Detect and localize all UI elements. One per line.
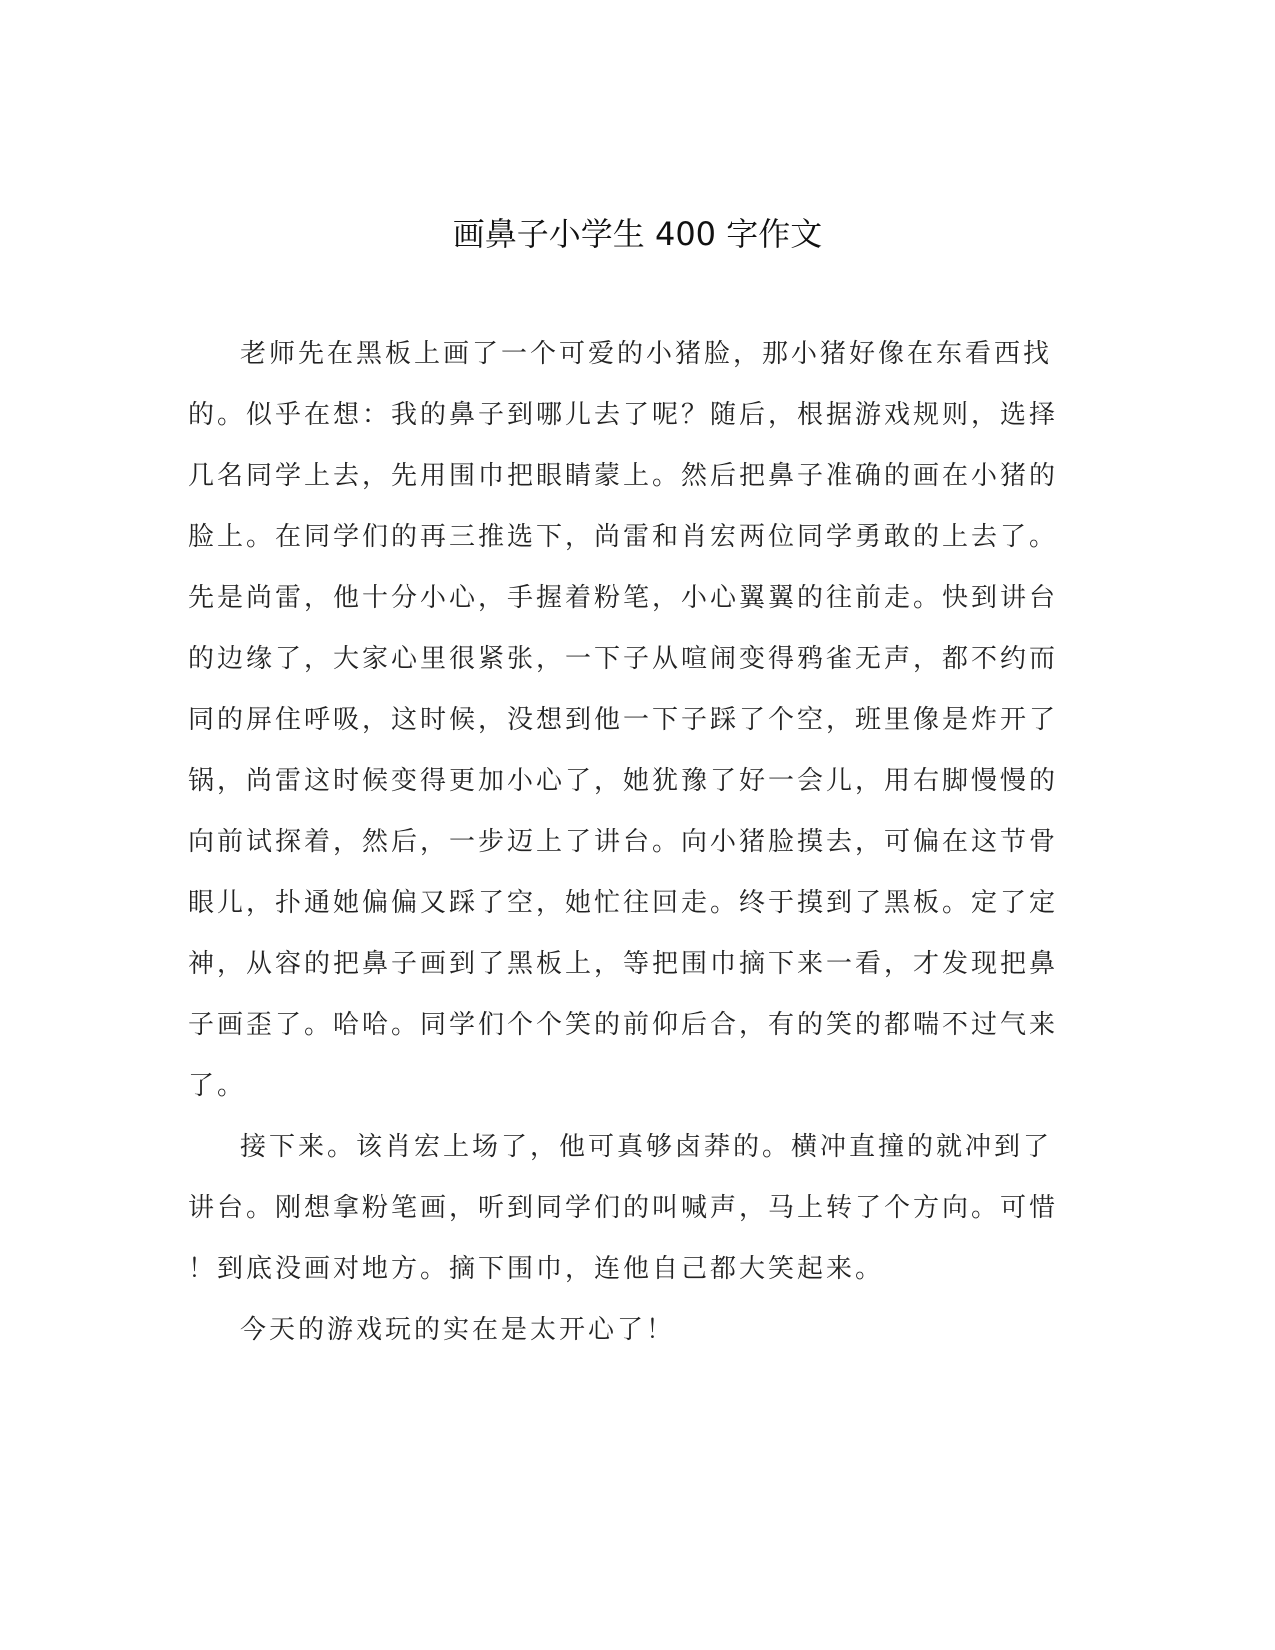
text-line: 同的屏住呼吸，这时候，没想到他一下子踩了个空，班里像是炸开了: [188, 705, 1059, 735]
text-line: 子画歪了。哈哈。同学们个个笑的前仰后合，有的笑的都喘不过气来: [188, 1010, 1059, 1040]
text-line: 了。: [188, 1071, 247, 1101]
text-line: 神，从容的把鼻子画到了黑板上，等把围巾摘下来一看，才发现把鼻: [188, 949, 1059, 979]
text-line: 今天的游戏玩的实在是太开心了！: [240, 1315, 676, 1345]
document-title: 画鼻子小学生 400 字作文: [452, 215, 823, 253]
paragraph-3: [188, 1300, 1088, 1361]
document-body: [188, 324, 1088, 1361]
text-line: 向前试探着，然后，一步迈上了讲台。向小猪脸摸去，可偏在这节骨: [188, 827, 1059, 857]
text-line: ！到底没画对地方。摘下围巾，连他自己都大笑起来。: [188, 1254, 885, 1284]
text-line: 几名同学上去，先用围巾把眼睛蒙上。然后把鼻子准确的画在小猪的: [188, 461, 1059, 491]
text-line: 眼儿，扑通她偏偏又踩了空，她忙往回走。终于摸到了黑板。定了定: [188, 888, 1059, 918]
paragraph-2: [188, 1117, 1088, 1300]
text-line: 锅，尚雷这时候变得更加小心了，她犹豫了好一会儿，用右脚慢慢的: [188, 766, 1059, 796]
text-line: 的。似乎在想：我的鼻子到哪儿去了呢？随后，根据游戏规则，选择: [188, 400, 1059, 430]
text-line: 先是尚雷，他十分小心，手握着粉笔，小心翼翼的往前走。快到讲台: [188, 583, 1059, 613]
text-line: 的边缘了，大家心里很紧张，一下子从喧闹变得鸦雀无声，都不约而: [188, 644, 1059, 674]
paragraph-1: [188, 324, 1088, 1117]
text-line: 讲台。刚想拿粉笔画，听到同学们的叫喊声，马上转了个方向。可惜: [188, 1193, 1059, 1223]
text-line: 脸上。在同学们的再三推选下，尚雷和肖宏两位同学勇敢的上去了。: [188, 522, 1059, 552]
text-line: 接下来。该肖宏上场了，他可真够卤莽的。横冲直撞的就冲到了: [240, 1132, 1053, 1162]
text-line: 老师先在黑板上画了一个可爱的小猪脸，那小猪好像在东看西找: [240, 339, 1053, 369]
